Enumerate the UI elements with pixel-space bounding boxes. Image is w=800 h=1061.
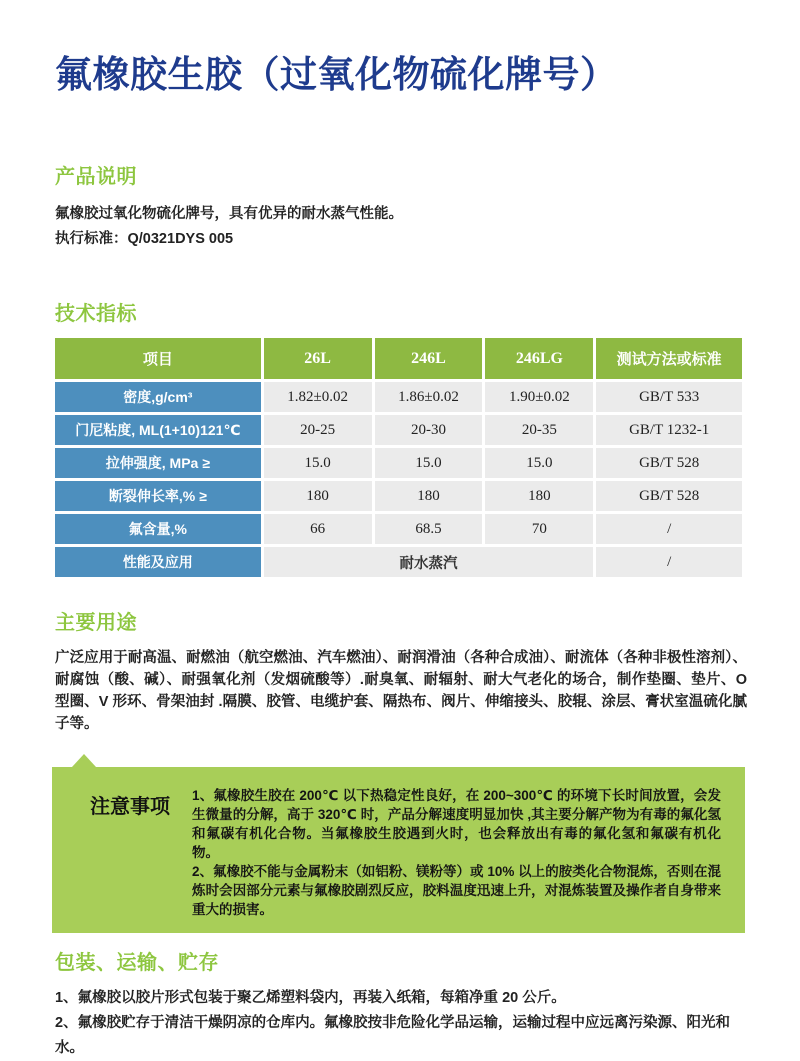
cell-test-method: /: [596, 514, 742, 544]
tech-specs-heading: 技术指标: [55, 303, 137, 325]
packaging-item-2: 2、氟橡胶贮存于清洁干燥阴凉的仓库内。氟橡胶按非危险化学品运输，运输过程中应远离污染源、阳光和水。: [55, 1015, 731, 1056]
product-description-heading: 产品说明: [55, 166, 137, 188]
packaging-heading: 包装、运输、贮存: [55, 952, 219, 974]
execution-standard-line: 执行标准：Q/0321DYS 005: [55, 231, 234, 247]
cell-test-method: GB/T 1232-1: [596, 415, 742, 445]
table-row-density: [55, 382, 742, 412]
callout-triangle-pointer: [72, 754, 96, 767]
header-grade-26l: 26L: [264, 338, 372, 379]
section-main-uses: [55, 606, 747, 735]
table-header-row: [55, 338, 742, 379]
cell-value: 1.86±0.02: [375, 382, 483, 412]
cell-test-method: GB/T 533: [596, 382, 742, 412]
section-product-description: [55, 160, 745, 252]
cell-value: 20-35: [485, 415, 593, 445]
table-row-performance-application: [55, 547, 742, 577]
section-tech-specs: [55, 297, 748, 580]
cell-value: 20-30: [375, 415, 483, 445]
main-uses-heading: 主要用途: [55, 612, 137, 634]
product-description-line: 氟橡胶过氧化物硫化牌号，具有优异的耐水蒸气性能。: [55, 206, 403, 222]
cell-value: 180: [264, 481, 372, 511]
cell-value: 20-25: [264, 415, 372, 445]
cell-merged-value: 耐水蒸汽: [264, 547, 594, 577]
header-grade-246l: 246L: [375, 338, 483, 379]
page-title: 氟橡胶生胶（过氧化物硫化牌号）: [55, 54, 618, 95]
tech-specs-table: [52, 335, 745, 580]
row-label: 密度,g/cm³: [55, 382, 261, 412]
notes-body: [192, 786, 721, 919]
note-item-2: 2、氟橡胶不能与金属粉末（如铝粉、镁粉等）或 10% 以上的胺类化合物混炼，否则在混炼时会因部分元素与氟橡胶剧烈反应，胶料温度迅速上升，对混炼装置及操作者自身带来重大的损害。: [192, 864, 721, 917]
cell-value: 15.0: [264, 448, 372, 478]
cell-value: 180: [485, 481, 593, 511]
cell-test-method: GB/T 528: [596, 448, 742, 478]
header-grade-246lg: 246LG: [485, 338, 593, 379]
cell-test-method: GB/T 528: [596, 481, 742, 511]
cell-value: 68.5: [375, 514, 483, 544]
row-label: 性能及应用: [55, 547, 261, 577]
cell-value: 70: [485, 514, 593, 544]
section-packaging-transport-storage: [55, 946, 747, 1061]
cell-value: 180: [375, 481, 483, 511]
cell-value: 15.0: [485, 448, 593, 478]
table-row-elongation: [55, 481, 742, 511]
packaging-item-1: 1、氟橡胶以胶片形式包装于聚乙烯塑料袋内，再装入纸箱，每箱净重 20 公斤。: [55, 990, 566, 1006]
cell-test-method: /: [596, 547, 742, 577]
row-label: 氟含量,%: [55, 514, 261, 544]
note-item-1: 1、氟橡胶生胶在 200℃ 以下热稳定性良好，在 200~300℃ 的环境下长时间放置，会发生微量的分解，高于 320℃ 时，产品分解速度明显加快 ,其主要分解产物为有毒的氟化氢和氟碳有机化合物。当氟橡胶生胶遇到火时，也会释放出有毒的氟化氢和氟碳有机化 物。: [192, 788, 721, 860]
notes-callout-box: [52, 767, 745, 933]
row-label: 拉伸强度, MPa ≥: [55, 448, 261, 478]
table-row-mooney-viscosity: [55, 415, 742, 445]
header-item: 项目: [55, 338, 261, 379]
notes-label: 注意事项: [90, 796, 170, 818]
row-label: 门尼粘度, ML(1+10)121℃: [55, 415, 261, 445]
cell-value: 15.0: [375, 448, 483, 478]
main-uses-text: 广泛应用于耐高温、耐燃油（航空燃油、汽车燃油）、耐润滑油（各种合成油）、耐流体（各种非极性溶剂）、耐腐蚀（酸、碱）、耐强氧化剂（发烟硫酸等）.耐臭氧、耐辐射、耐大气老化的场合，制作垫圈、垫片、O 型圈、V 形环、骨架油封 .隔膜、胶管、电缆护套、隔热布、阀片、伸缩接头、胶辊、涂层、膏状室温硫化腻子等。: [55, 650, 747, 732]
cell-value: 66: [264, 514, 372, 544]
table-row-fluorine-content: [55, 514, 742, 544]
row-label: 断裂伸长率,% ≥: [55, 481, 261, 511]
header-test-method: 测试方法或标准: [596, 338, 742, 379]
table-row-tensile-strength: [55, 448, 742, 478]
cell-value: 1.90±0.02: [485, 382, 593, 412]
cell-value: 1.82±0.02: [264, 382, 372, 412]
